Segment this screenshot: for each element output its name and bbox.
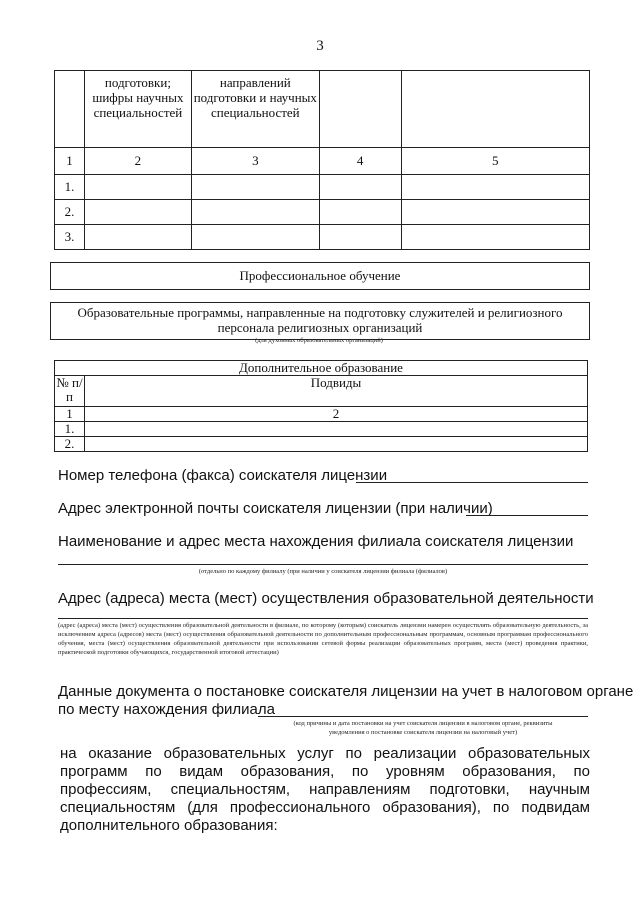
email-input-line[interactable] [466,515,588,516]
table-row [55,437,588,452]
row-number: 1. [55,422,85,437]
table-header-cell [55,71,85,148]
address-label: Адрес (адреса) места (мест) осуществления образовательной деятельности [58,590,594,607]
closing-paragraph: на оказание образовательных услуг по реализации образовательных программ по видам образования, по уровням образования, по профессиям, специальностям, направлениям подготовки, научным специальностям (для профессионального образования), по подвидам дополнительного образования: [60,745,590,834]
row-number: 3. [55,225,85,250]
table-header-cell [319,71,401,148]
column-number: 3 [191,148,319,175]
table-row [55,200,590,225]
additional-education-table [54,360,588,452]
prof-training-box [50,262,590,290]
column-number: 5 [401,148,589,175]
col-subtypes-header: Подвиды [85,376,588,407]
tax-label-line1: Данные документа о постановке соискателя лицензии на учет в налоговом органе [58,683,634,700]
religious-programs-title: Образовательные программы, направленные на подготовку служителей и религиозного персонала религиозных организаций [77,305,563,335]
column-number: 4 [319,148,401,175]
column-number: 2 [84,148,191,175]
table-title: Дополнительное образование [55,361,588,376]
branch-label: Наименование и адрес места нахождения филиала соискателя лицензии [58,533,574,550]
column-number: 1 [55,407,85,422]
table-column-numbers [55,407,588,422]
column-number: 1 [55,148,85,175]
tax-input-line[interactable] [258,716,588,717]
table-column-numbers [55,148,590,175]
table-header-cell [401,71,589,148]
tax-note: (код причины и дата постановки на учет соискателя лицензии в налоговом органе, реквизиты уведомления о постановке соискателя лицензии на налоговый учет) [293,720,553,736]
table-title-row [55,361,588,376]
religious-programs-box [50,302,590,340]
prof-training-label: Профессиональное обучение [239,268,401,283]
column-number: 2 [85,407,588,422]
tax-label-line2: по месту нахождения филиала [58,701,275,718]
address-note: (адрес (адреса) места (мест) осуществления образовательной деятельности в филиале, по которому (которым) соискатель лицензии намерен осуществлять образовательную деятельность, за исключением адреса (адресов) места (мест) осуществления образовательной деятельности по дополнительным профессиональным программам, основным программам профессионального обучения, места (мест) осуществления образовательной деятельности при использовании сетевой формы реализации образовательных программ, места (мест) проведения практики, практической подготовки обучающихся, государственной итоговой аттестации) [58,622,588,656]
phone-label: Номер телефона (факса) соискателя лицензии [58,467,388,484]
branch-note: (отдельно по каждому филиалу (при наличии у соискателя лицензии филиала (филиалов) [198,568,448,575]
email-label: Адрес электронной почты соискателя лицензии (при наличии) [58,500,493,517]
row-number: 2. [55,200,85,225]
table-header-row [55,71,590,148]
col-no-header: № п/п [55,376,85,407]
religious-programs-note: (для духовных образовательных организаций) [255,337,383,344]
table-header-cell: подготовки; шифры научных специальностей [84,71,191,148]
row-number: 1. [55,175,85,200]
programs-table [54,70,590,250]
table-row [55,175,590,200]
phone-input-line[interactable] [356,482,588,483]
page-number: 3 [316,38,324,54]
table-row [55,225,590,250]
branch-input-line[interactable] [58,564,588,565]
table-row [55,422,588,437]
address-input-line[interactable] [58,618,588,619]
row-number: 2. [55,437,85,452]
table-header-cell: направлений подготовки и научных специальностей [191,71,319,148]
table-header-row [55,376,588,407]
